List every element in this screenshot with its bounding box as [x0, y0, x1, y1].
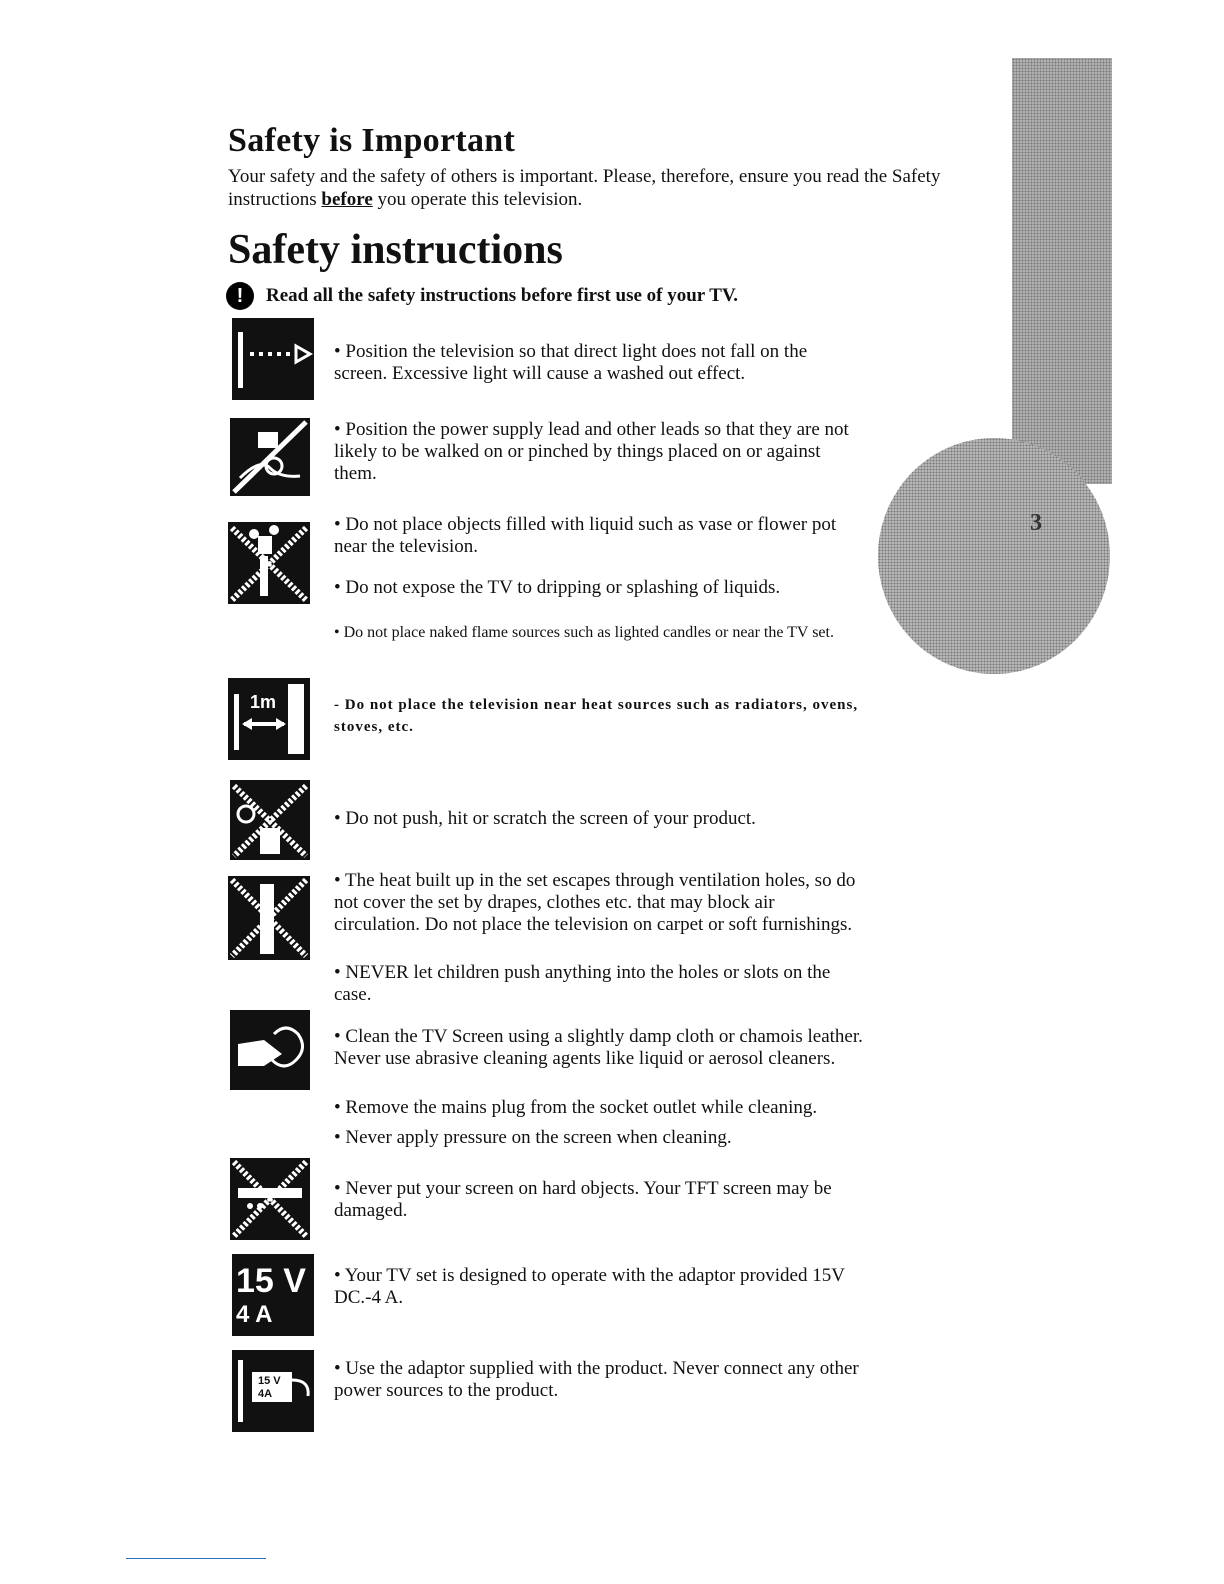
- page-number-circle: [878, 438, 1110, 674]
- adaptor-amperage-label: 4A: [258, 1388, 273, 1400]
- instruction-item: • Position the television so that direct light does not fall on the screen. Excessive light will cause a washed out effect.: [334, 341, 808, 384]
- instruction-item: • Position the power supply lead and other leads so that they are not likely to be walked on or pinched by things placed on or against them.: [334, 419, 849, 484]
- warning-text: Read all the safety instructions before first use of your TV.: [266, 285, 738, 306]
- hard-objects-icon: [230, 1158, 310, 1240]
- ventilation-icon: [228, 876, 310, 960]
- instruction-item: • Never put your screen on hard objects. Your TFT screen may be damaged.: [334, 1178, 832, 1221]
- bottom-rule: [126, 1558, 266, 1559]
- intro-text-before: Your safety and the safety of others is important. Please, therefore, ensure you read the Safety instructions: [228, 166, 941, 210]
- distance-label: 1m: [250, 692, 277, 712]
- instruction-item: • Do not place objects filled with liquid such as vase or flower pot near the television.: [334, 514, 837, 557]
- instruction-item: • Remove the mains plug from the socket outlet while cleaning.: [334, 1097, 818, 1118]
- instruction-item: • Your TV set is designed to operate with the adaptor provided 15V DC.-4 A.: [334, 1265, 845, 1308]
- cleaning-icon: [230, 1010, 310, 1090]
- voltage-label: 15 V: [236, 1262, 306, 1300]
- instruction-item: • The heat built up in the set escapes through ventilation holes, so do not cover the set by drapes, clothes etc. that may block air circulation. Do not place the television on carpet or soft furnishings.: [334, 870, 856, 935]
- voltage-15v-4a-icon: [232, 1254, 314, 1336]
- instruction-item: • NEVER let children push anything into the holes or slots on the case.: [334, 962, 831, 1005]
- intro-text-after: you operate this television.: [377, 189, 583, 210]
- instruction-item: • Do not push, hit or scratch the screen of your product.: [334, 808, 756, 829]
- no-push-icon: [230, 780, 310, 860]
- adaptor-icon: [232, 1350, 314, 1432]
- instruction-item: • Do not expose the TV to dripping or splashing of liquids.: [334, 577, 781, 598]
- instruction-item: • Do not place naked flame sources such as lighted candles or near the TV set.: [334, 624, 834, 641]
- power-lead-icon: [230, 418, 310, 496]
- intro-emphasis: before: [321, 189, 373, 210]
- direct-light-icon: [232, 318, 314, 400]
- intro-title: Safety is Important: [228, 122, 516, 159]
- exclamation-icon: !: [226, 282, 254, 310]
- side-tab-decoration: [1012, 58, 1112, 484]
- instruction-item: • Use the adaptor supplied with the product. Never connect any other power sources to the product.: [334, 1358, 859, 1401]
- intro-text: [228, 165, 968, 211]
- amperage-label: 4 A: [236, 1301, 273, 1328]
- instruction-item: • Never apply pressure on the screen when cleaning.: [334, 1127, 732, 1148]
- instruction-item: • Clean the TV Screen using a slightly damp cloth or chamois leather. Never use abrasive cleaning agents like liquid or aerosol cleaners.: [334, 1026, 863, 1069]
- instruction-item: - Do not place the television near heat sources such as radiators, ovens, stoves, etc.: [334, 697, 859, 735]
- page-number: 3: [1030, 510, 1042, 536]
- adaptor-voltage-label: 15 V: [258, 1375, 281, 1387]
- no-liquid-icon: [228, 522, 310, 604]
- page-title: Safety instructions: [228, 227, 563, 273]
- distance-1m-icon: [228, 678, 310, 760]
- warning-line: [226, 282, 738, 310]
